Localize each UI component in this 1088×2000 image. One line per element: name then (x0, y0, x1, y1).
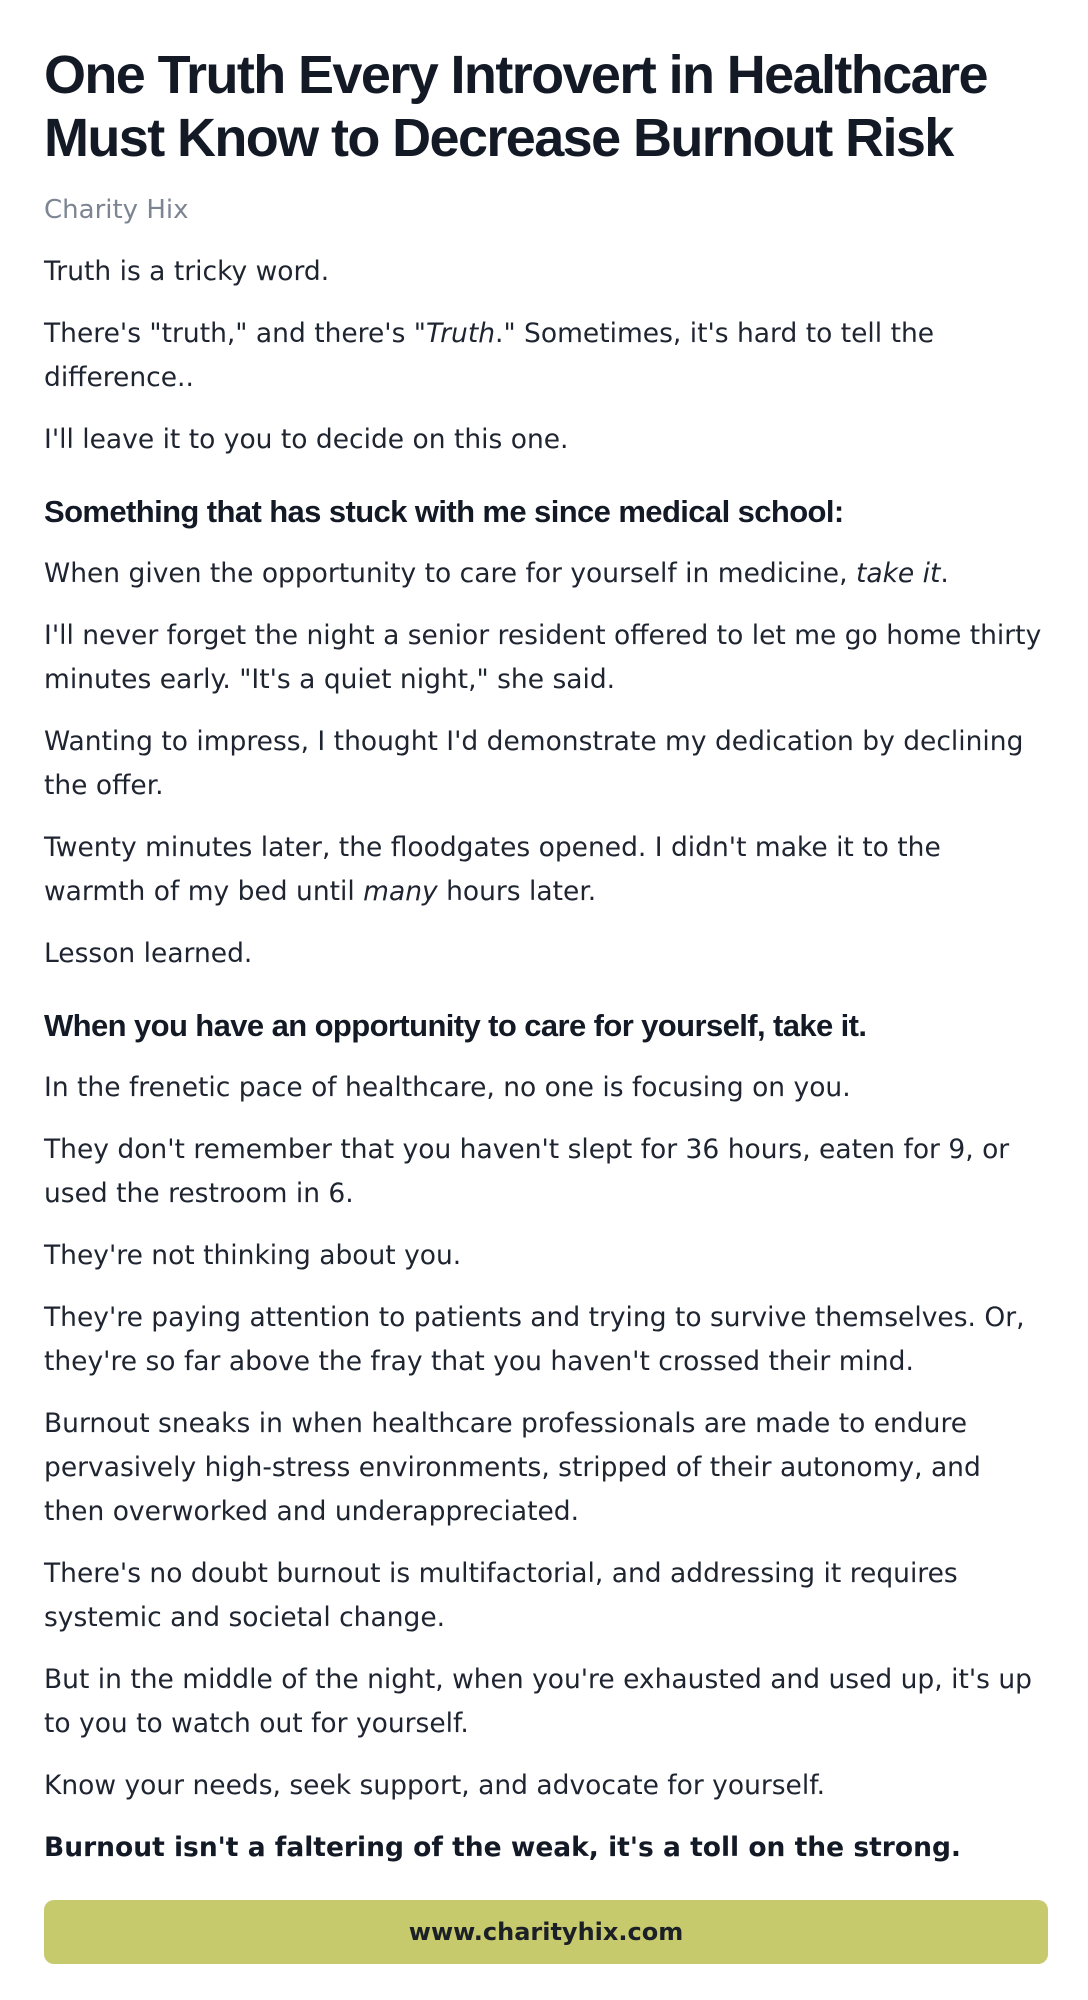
website-link-button[interactable]: www.charityhix.com (44, 1900, 1048, 1964)
section-heading-2: When you have an opportunity to care for yourself, take it. (44, 1008, 867, 1043)
section1-paragraph-4 (44, 826, 1044, 914)
section2-paragraph-1: In the frenetic pace of healthcare, no one is focusing on you. (44, 1072, 851, 1103)
intro-paragraph-1: Truth is a tricky word. (44, 256, 330, 287)
closing-statement: Burnout isn't a faltering of the weak, it's a toll on the strong. (44, 1832, 961, 1863)
section1-paragraph-1-text-start: When given the opportunity to care for yourself in medicine, (44, 558, 856, 589)
intro-paragraph-2-text-end: ." Sometimes, it's hard to tell the difference.. (44, 318, 935, 393)
section1-paragraph-4-emphasis: many (363, 876, 438, 907)
section1-paragraph-3: Wanting to impress, I thought I'd demonstrate my dedication by declining the offer. (44, 726, 1024, 801)
section2-paragraph-7: But in the middle of the night, when you're exhausted and used up, it's up to you to watch out for yourself. (44, 1664, 1032, 1739)
section1-paragraph-5: Lesson learned. (44, 938, 253, 969)
website-banner (44, 1900, 1044, 1964)
section2-paragraph-3: They're not thinking about you. (44, 1240, 462, 1271)
section1-paragraph-1-emphasis: take it (855, 558, 941, 589)
section2-paragraph-5: Burnout sneaks in when healthcare professionals are made to endure pervasively high-stress environments, stripped of their autonomy, and then overworked and underappreciated. (44, 1408, 981, 1527)
author-name: Charity Hix (44, 195, 189, 225)
section1-paragraph-1-text-end: . (940, 558, 949, 589)
intro-paragraph-3: I'll leave it to you to decide on this one. (44, 424, 569, 455)
section2-paragraph-6: There's no doubt burnout is multifactorial, and addressing it requires systemic and societal change. (44, 1558, 958, 1633)
section-heading-1: Something that has stuck with me since medical school: (44, 494, 844, 529)
section1-paragraph-4-text-end: hours later. (437, 876, 597, 907)
article-title: One Truth Every Introvert in Healthcare Must Know to Decrease Burnout Risk (44, 45, 987, 168)
section2-paragraph-8: Know your needs, seek support, and advocate for yourself. (44, 1770, 826, 1801)
section2-paragraph-2: They don't remember that you haven't slept for 36 hours, eaten for 9, or used the restroom in 6. (44, 1134, 1010, 1209)
section1-paragraph-2: I'll never forget the night a senior resident offered to let me go home thirty minutes early. "It's a quiet night," she said. (44, 620, 1042, 695)
intro-paragraph-2 (44, 312, 1044, 400)
intro-paragraph-2-text-start: There's "truth," and there's " (44, 318, 426, 349)
section1-paragraph-1 (44, 552, 1044, 596)
intro-paragraph-2-emphasis: Truth (426, 318, 496, 349)
section2-paragraph-4: They're paying attention to patients and trying to survive themselves. Or, they're so far above the fray that you haven't crossed their mind. (44, 1302, 1025, 1377)
section1-paragraph-4-text-start: Twenty minutes later, the floodgates opened. I didn't make it to the warmth of my bed until (44, 832, 941, 907)
